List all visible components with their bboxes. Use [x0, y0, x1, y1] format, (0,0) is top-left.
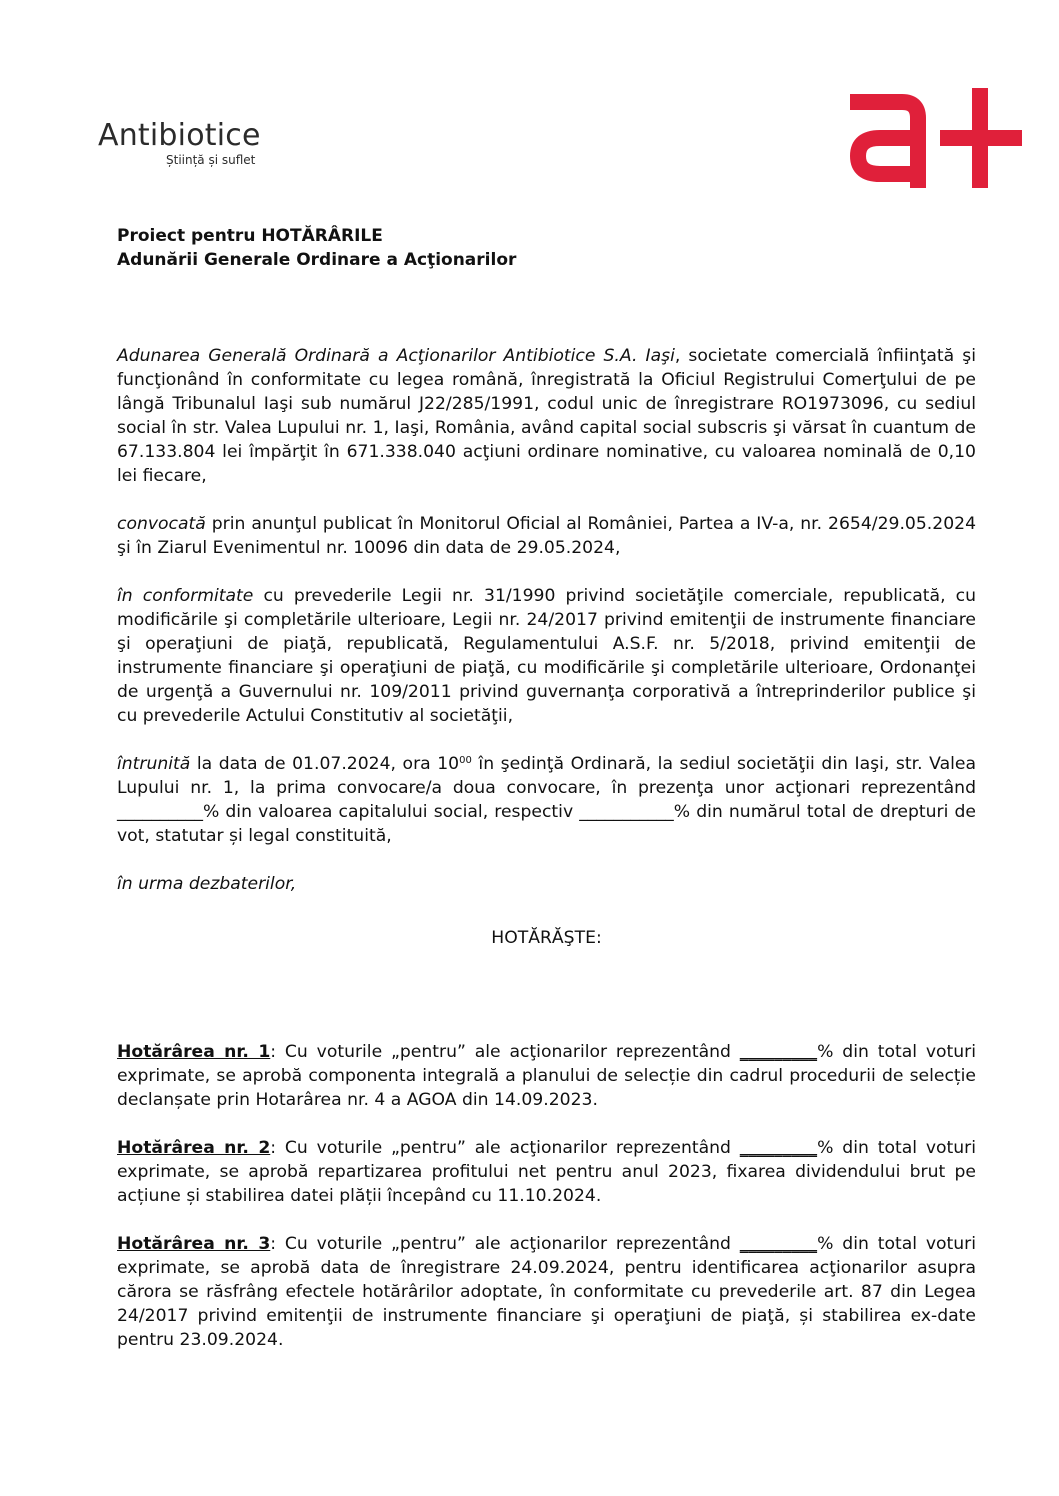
company-logo-text: Antibiotice	[98, 118, 261, 153]
convocata-paragraph	[117, 512, 976, 560]
decision-1-label: Hotărârea nr. 1	[117, 1042, 271, 1062]
decision-2-label: Hotărârea nr. 2	[117, 1138, 271, 1158]
convocata-text: prin anunţul publicat în Monitorul Oficial al României, Partea a IV-a, nr. 2654/29.05.2024 şi în Ziarul Evenimentul nr. 10096 din data de 29.05.2024,	[117, 514, 976, 558]
decision-1-blank: _________	[739, 1042, 818, 1062]
intrunita-sup: 00	[459, 755, 472, 766]
decision-3-post: % din total voturi exprimate, se aprobă data de înregistrare 24.09.2024, pentru identificarea acţionarilor asupra cărora se răsfrâng efectele hotărârilor adoptate, în conformitate cu prevederile art. 87 din Legea 24/2017 privind emitenţii de instrumente financiare şi operaţiuni de piaţă, și stabilirea ex-date pentru 23.09.2024.	[117, 1234, 977, 1350]
dezbateri-paragraph	[117, 872, 976, 896]
hotaraste-heading: HOTĂRĂŞTE:	[491, 928, 602, 948]
document-title	[117, 224, 516, 272]
intro-paragraph	[117, 344, 976, 488]
decision-3-label: Hotărârea nr. 3	[117, 1234, 271, 1254]
convocata-italic: convocată	[117, 514, 206, 534]
company-tagline: Știință și suflet	[166, 153, 256, 167]
decision-2	[117, 1136, 976, 1208]
dezbateri-italic: în urma dezbaterilor,	[117, 874, 297, 894]
conformitate-italic: în conformitate	[117, 586, 254, 606]
document-body	[117, 344, 976, 1352]
decision-3	[117, 1232, 976, 1352]
intrunita-text-a: la data de 01.07.2024, ora 10	[190, 754, 460, 774]
decision-3-pre: : Cu voturile „pentru” ale acţionarilor reprezentând	[270, 1234, 740, 1254]
decision-3-blank: _________	[739, 1234, 818, 1254]
title-line-2: Adunării Generale Ordinare a Acţionarilor	[117, 250, 517, 270]
conformitate-text: cu prevederile Legii nr. 31/1990 privind societăţile comerciale, republicată, cu modificările şi completările ulterioare, Legii nr. 24/2017 privind emitenţii de instrumente financiare şi operaţiuni de piaţă, republicată, Regulamentului A.S.F. nr. 5/2018, privind emitenţii de instrumente financiare şi operaţiuni de piaţă, cu modificările şi completările ulterioare, Ordonanţei de urgenţă a Guvernului nr. 109/2011 privind guvernanţa corporativă a întreprinderilor publice şi cu prevederile Actului Constitutiv al societăţii,	[117, 586, 976, 726]
decision-1-post: % din total voturi exprimate, se aprobă componenta integrală a planului de selecție din cadrul procedurii de selecție declanșate prin Hotarârea nr. 4 a AGOA din 14.09.2023.	[117, 1042, 977, 1110]
title-line-1: Proiect pentru HOTĂRÂRILE	[117, 226, 383, 246]
decision-1-pre: : Cu voturile „pentru” ale acţionarilor reprezentând	[270, 1042, 740, 1062]
intro-italic: Adunarea Generală Ordinară a Acţionarilor Antibiotice S.A. Iaşi	[117, 346, 675, 366]
decision-2-post: % din total voturi exprimate, se aprobă repartizarea profitului net pentru anul 2023, fixarea dividendului brut pe acțiune și stabilirea datei plății începând cu 11.10.2024.	[117, 1138, 977, 1206]
decision-2-blank: _________	[739, 1138, 818, 1158]
decision-2-pre: : Cu voturile „pentru” ale acţionarilor reprezentând	[270, 1138, 740, 1158]
intrunita-italic: întrunită	[117, 754, 191, 774]
intrunita-text-b: în şedinţă Ordinară, la sediul societăţii din Iaşi, str. Valea Lupului nr. 1, la prima convocare/a doua convocare, în prezenţa unor acţionari reprezentând __________% din valoarea capitalului social, respectiv ___________% din numărul total de drepturi de vot, statutar și legal constituită,	[117, 754, 976, 846]
intro-text: , societate comercială înfiinţată şi funcţionând în conformitate cu legea română, înregistrată la Oficiul Registrului Comerţului de pe lângă Tribunalul Iaşi sub numărul J22/285/1991, codul unic de înregistrare RO1973096, cu sediul social în str. Valea Lupului nr. 1, Iaşi, România, având capital social subscris şi vărsat în cuantum de 67.133.804 lei împărţit în 671.338.040 acţiuni ordinare nominative, cu valoarea nominală de 0,10 lei fiecare,	[117, 346, 976, 486]
intrunita-paragraph	[117, 752, 976, 848]
conformitate-paragraph	[117, 584, 976, 728]
decision-1	[117, 1040, 976, 1112]
a-plus-logo-icon	[844, 88, 1022, 188]
